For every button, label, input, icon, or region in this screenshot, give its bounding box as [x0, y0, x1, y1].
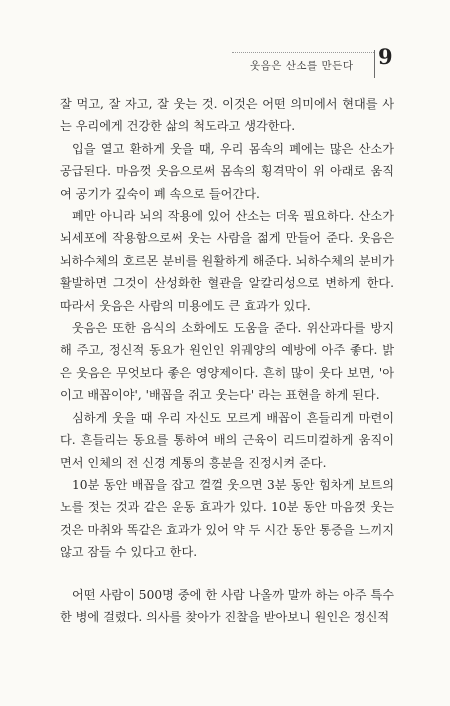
paragraph-4: 웃음은 또한 음식의 소화에도 도움을 준다. 위산과다를 방지해 주고, 정신적 동요가 원인인 위궤양의 예방에 아주 좋다. 밝은 웃음은 무엇보다 좋은 영양제이다. 흔히 많이 웃다 보면, '아이고 배꼽이야', '배꼽을 쥐고 웃는다' 라는 표현을 하게 된다. — [60, 321, 394, 403]
page-number: 9 — [378, 44, 393, 69]
body-text — [60, 93, 394, 628]
paragraph-6: 10분 동안 배꼽을 잡고 껄껄 웃으면 3분 동안 힘차게 보트의 노를 젓는 것과 같은 운동 효과가 있다. 10분 동안 마음껏 웃는 것은 마취와 똑같은 효과가 있어 약 두 시간 동안 통증을 느끼지 않고 잠들 수 있다고 한다. — [60, 477, 394, 560]
paragraph-7: 어떤 사람이 500명 중에 한 사람 나올까 말까 하는 아주 특수한 병에 걸렸다. 의사를 찾아가 진찰을 받아보니 원인은 정신적 — [60, 587, 394, 624]
paragraph-2: 입을 열고 환하게 웃을 때, 우리 몸속의 폐에는 많은 산소가 공급된다. 마음껏 웃음으로써 몸속의 횡격막이 위 아래로 움직여 공기가 깊숙이 폐 속으로 들어간다. — [60, 141, 394, 201]
running-header — [232, 52, 382, 78]
paragraph-3: 폐만 아니라 뇌의 작용에 있어 산소는 더욱 필요하다. 산소가 뇌세포에 작용함으로써 웃는 사람을 젊게 만들어 준다. 웃음은 뇌하수체의 호르몬 분비를 원활하게 해준다. 뇌하수체의 분비가 활발하면 그것이 산성화한 혈관을 알칼리성으로 변하게 한다. 따라서 웃음은 사람의 미용에도 큰 효과가 있다. — [60, 209, 394, 313]
paragraph-1: 잘 먹고, 잘 자고, 잘 웃는 것. 이것은 어떤 의미에서 현대를 사는 우리에게 건강한 삶의 척도라고 생각한다. — [60, 97, 394, 134]
header-divider — [374, 50, 375, 78]
header-dotted-rule — [232, 52, 374, 53]
paragraph-5: 심하게 웃을 때 우리 자신도 모르게 배꼽이 흔들리게 마련이다. 흔들리는 동요를 통하여 배의 근육이 리드미컬하게 움직이면서 인체의 전 신경 계통의 흥분을 진정시켜 준다. — [60, 410, 394, 470]
chapter-title: 웃음은 산소를 만든다 — [250, 60, 354, 72]
